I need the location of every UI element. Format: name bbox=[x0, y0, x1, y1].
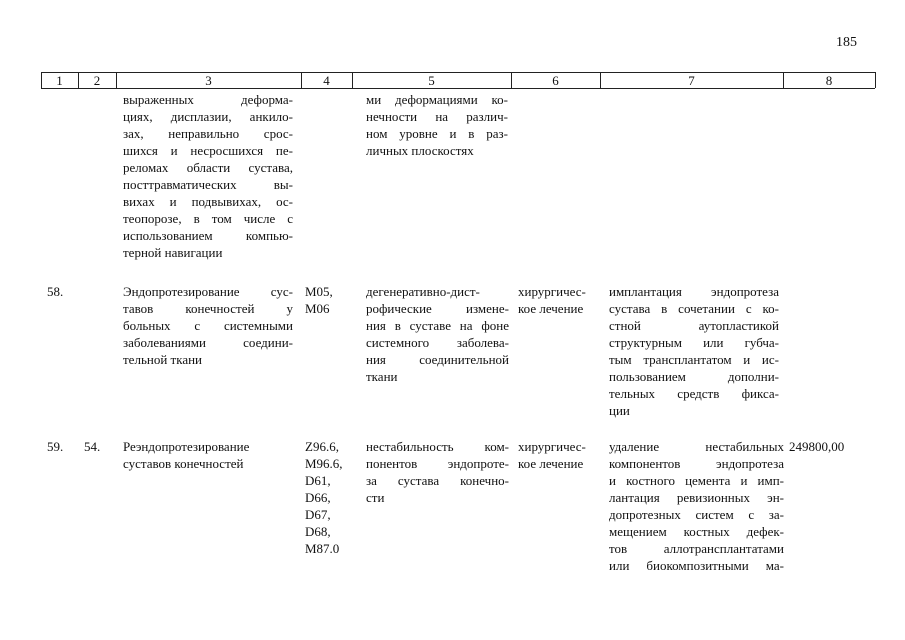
row-58-name: Эндопротезирование сус- тавов конечностей у больных с системными заболеваниями соедини- тельной ткани bbox=[123, 284, 293, 367]
row-number: 58. bbox=[47, 284, 64, 299]
continuation-col5: ми деформациями ко- нечности на различ- ном уровне и в раз- личных плоскостях bbox=[366, 92, 508, 158]
row-59-treatment: хирургичес- кое лечение bbox=[518, 439, 586, 471]
column-header-7: 7 bbox=[688, 72, 695, 88]
row-58-method: имплантация эндопротеза сустава в сочетании с ко- стной аутопластикой структурным или губча- тым трансплантатом и ис- пользованием дополни- тельных средств фикса- ции bbox=[609, 284, 779, 418]
column-header-3: 3 bbox=[205, 72, 212, 88]
group-number: 54. bbox=[84, 439, 101, 454]
column-header-6: 6 bbox=[552, 72, 559, 88]
column-header-2: 2 bbox=[93, 72, 101, 88]
continuation-col3: выраженных деформа- циях, дисплазии, анкило- зах, неправильно срос- шихся и несросшихся пе- реломах области сустава, посттравматических вы- вихах и подвывихах, ос- теопорозе, в том числе с использованием компью- терной навигации bbox=[123, 92, 293, 260]
column-header-8: 8 bbox=[825, 72, 833, 88]
header-bottom-line bbox=[41, 88, 875, 89]
page-number: 185 bbox=[836, 35, 857, 50]
column-header-4: 4 bbox=[323, 72, 330, 88]
row-59-method: удаление нестабильных компонентов эндопротеза и костного цемента и имп- лантация ревизионных эн- допротезных систем с за- мещением костных дефек- тов аллотрансплантатами или биокомпозитными ма- bbox=[609, 439, 784, 573]
row-number: 59. bbox=[47, 439, 64, 454]
column-header-5: 5 bbox=[428, 72, 435, 88]
row-59-cost: 249800,00 bbox=[789, 439, 845, 454]
row-59-condition: нестабильность ком- понентов эндопроте- за сустава конечно- сти bbox=[366, 439, 509, 505]
row-59-codes: Z96.6, M96.6, D61, D66, D67, D68, M87.0 bbox=[305, 439, 343, 556]
row-58-codes: M05, M06 bbox=[305, 284, 333, 316]
row-58-treatment: хирургичес- кое лечение bbox=[518, 284, 586, 316]
row-58-condition: дегенеративно-дист- рофические измене- ния в суставе на фоне системного заболева- ния соединительной ткани bbox=[366, 284, 509, 384]
header-divider bbox=[875, 72, 876, 88]
column-header-1: 1 bbox=[56, 72, 63, 88]
row-59-name: Реэндопротезирование суставов конечностей bbox=[123, 439, 250, 471]
